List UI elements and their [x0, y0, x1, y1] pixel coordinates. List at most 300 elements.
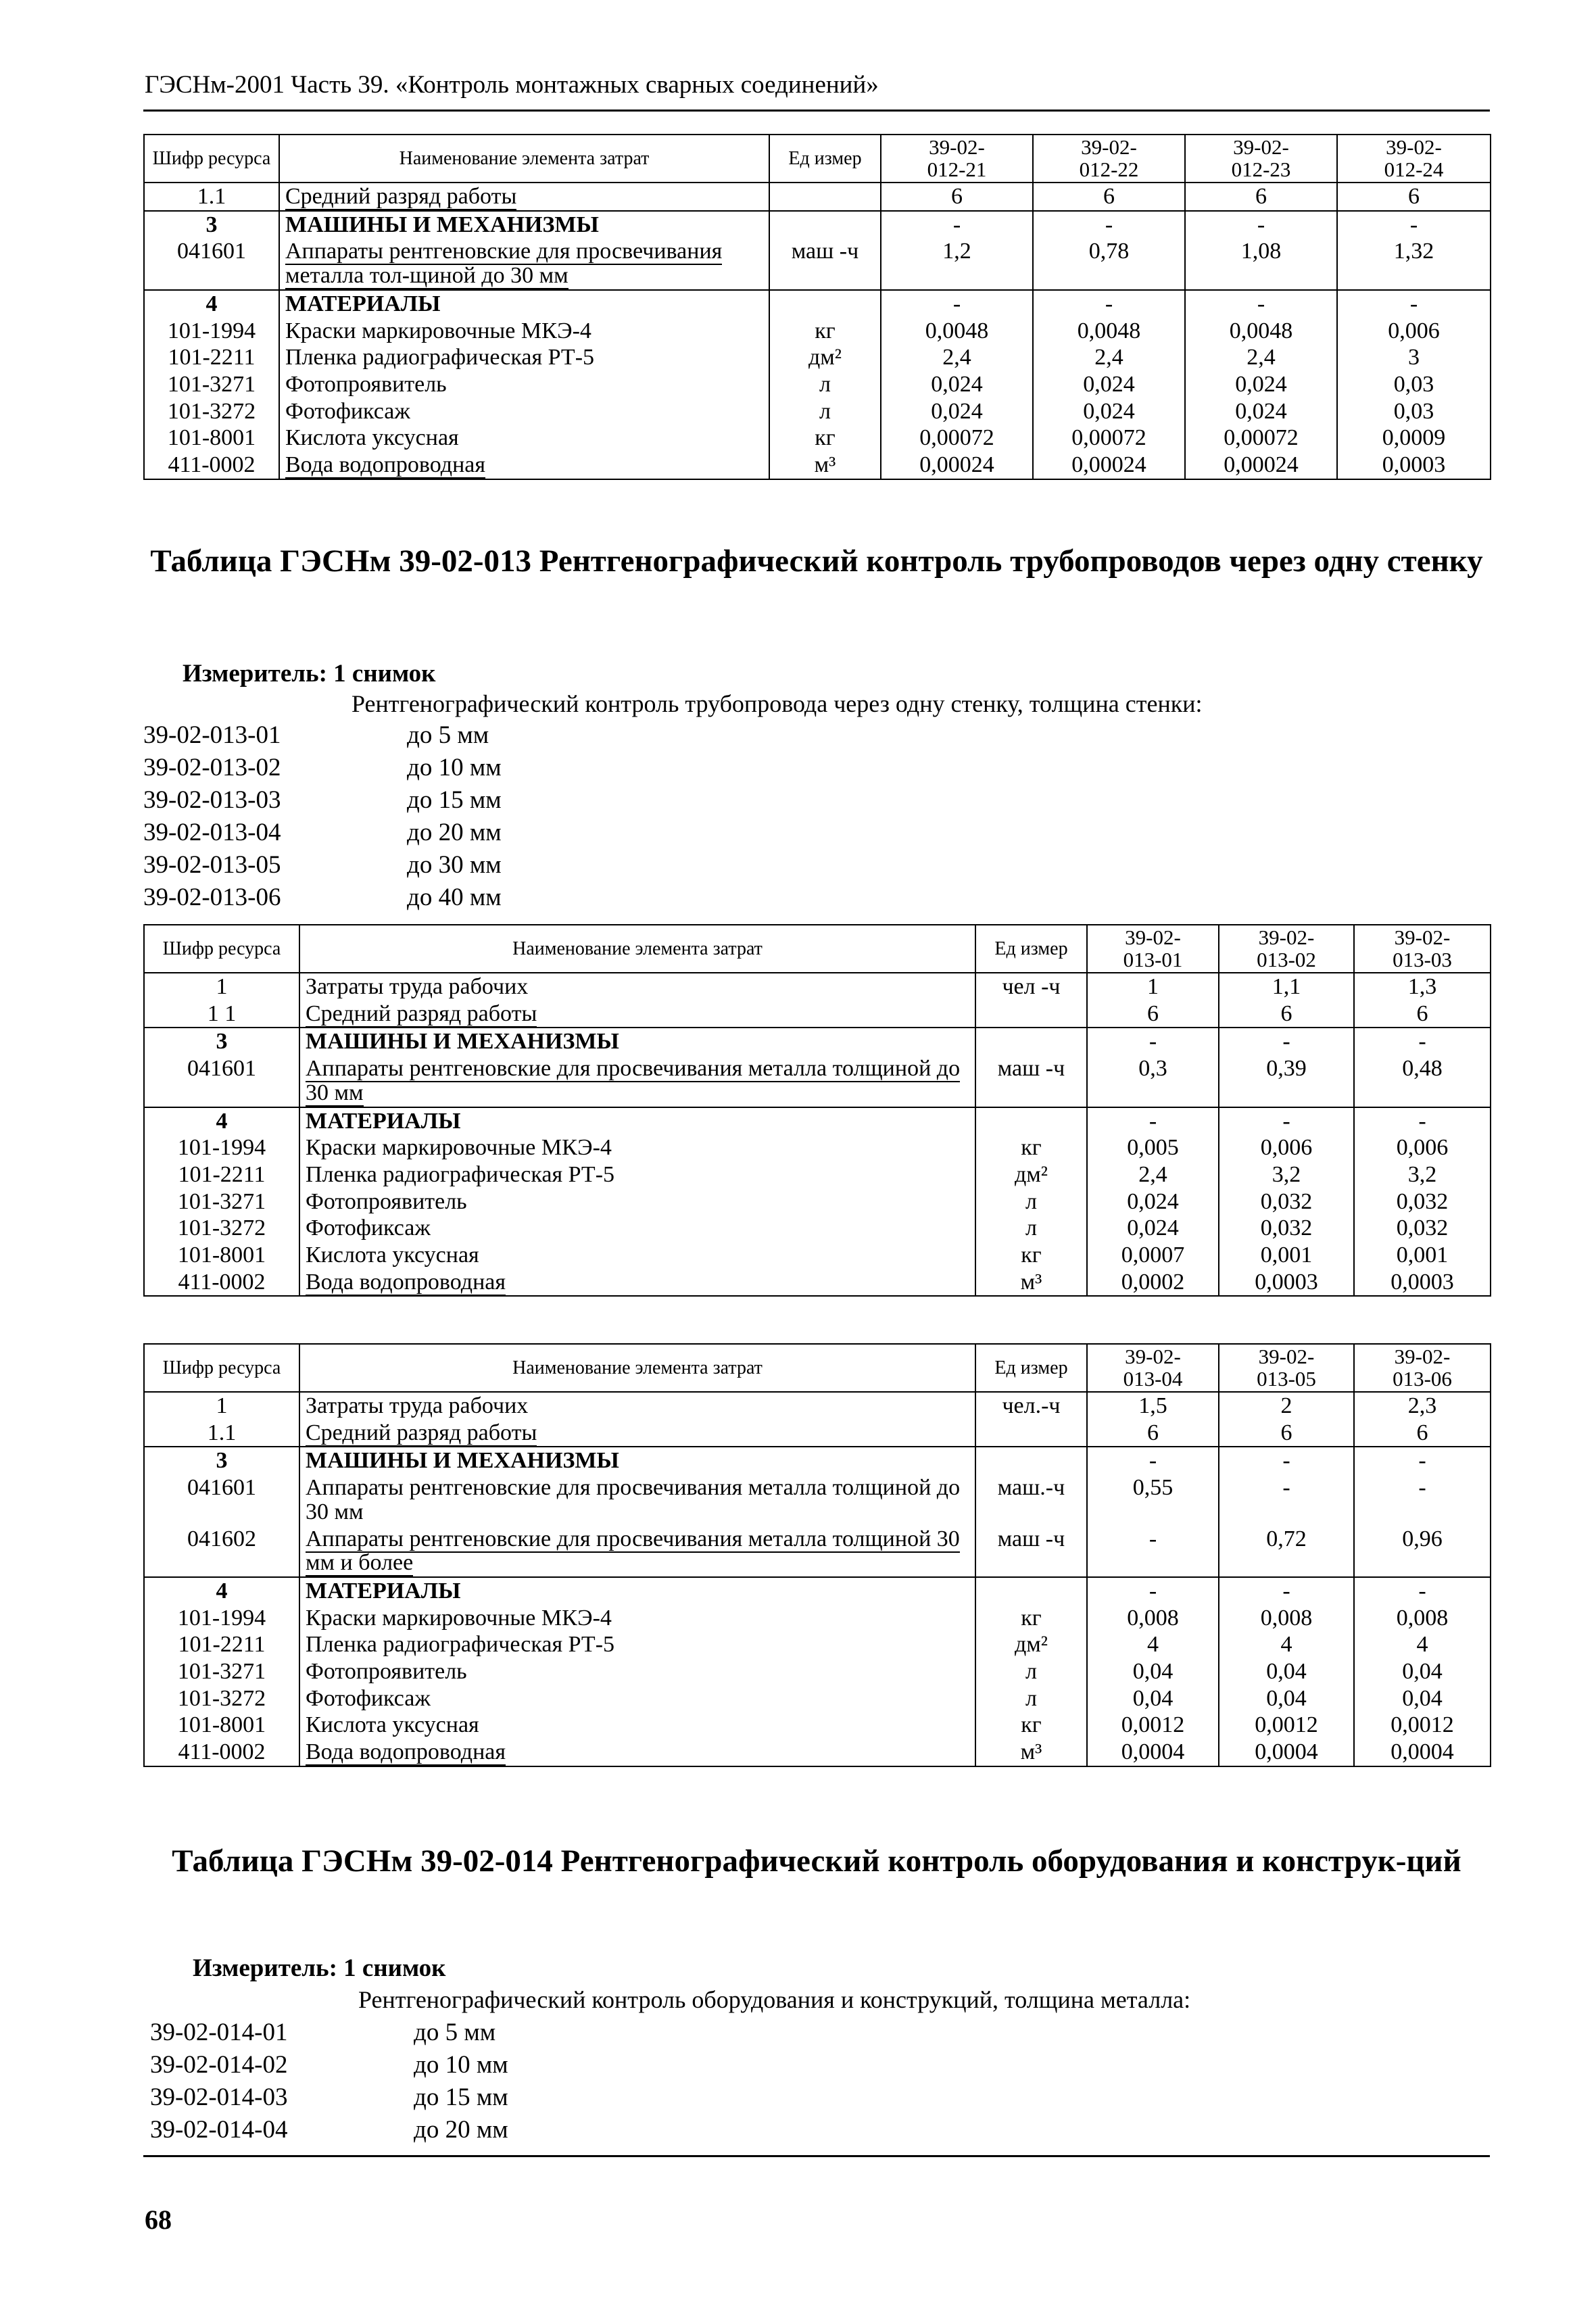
resource-unit: маш -ч — [975, 1055, 1087, 1107]
header-column: 39-02- 012-21 — [881, 135, 1033, 183]
resource-code: 101-1994 — [144, 1605, 299, 1632]
resource-code: 101-2211 — [144, 1161, 299, 1188]
resource-name — [299, 1215, 975, 1242]
resource-name — [279, 344, 769, 371]
resource-value: 0,006 — [1354, 1134, 1491, 1161]
resource-value: 6 — [1219, 1000, 1354, 1028]
code-list-item — [150, 2049, 508, 2081]
resource-value: 0,39 — [1219, 1055, 1354, 1107]
resource-code: 411-0002 — [144, 1739, 299, 1766]
resource-name-text: МАТЕРИАЛЫ — [306, 1578, 461, 1603]
resource-value: 2,4 — [1087, 1161, 1219, 1188]
resource-code: 1 1 — [144, 1000, 299, 1028]
resource-value: - — [1087, 1526, 1219, 1577]
resource-value: - — [1087, 1577, 1219, 1605]
table-row — [144, 344, 1491, 371]
bottom-rule — [143, 2155, 1490, 2157]
resource-name-text: Фотопроявитель — [306, 1188, 467, 1214]
resource-value: - — [1087, 1107, 1219, 1135]
header-column: 39-02- 013-01 — [1087, 925, 1219, 973]
table-row — [144, 1028, 1491, 1055]
resource-unit: кг — [975, 1242, 1087, 1269]
resource-name — [299, 1134, 975, 1161]
resource-name-text: Пленка радиографическая РТ-5 — [285, 345, 595, 370]
code-list-item — [143, 882, 502, 914]
resource-value: 1,5 — [1087, 1392, 1219, 1420]
header-column: 39-02- 013-02 — [1219, 925, 1354, 973]
resource-unit: м³ — [975, 1269, 1087, 1297]
resource-unit — [769, 290, 881, 318]
norm-code: 39-02-013-03 — [143, 786, 281, 814]
resource-value: 4 — [1087, 1631, 1219, 1658]
resource-value: 6 — [1033, 183, 1185, 211]
header-name: Наименование элемента затрат — [299, 925, 975, 973]
resource-value: 0,04 — [1087, 1658, 1219, 1685]
resource-name — [299, 1107, 975, 1135]
header-code: Шифр ресурса — [144, 135, 279, 183]
resource-name — [279, 371, 769, 398]
resource-value: 0,024 — [1185, 371, 1337, 398]
resource-name — [279, 290, 769, 318]
resource-unit: дм² — [975, 1631, 1087, 1658]
resource-value: 0,0048 — [1185, 318, 1337, 345]
resource-name — [299, 1028, 975, 1055]
table-row — [144, 211, 1491, 239]
resource-unit: кг — [769, 425, 881, 452]
resource-value: 6 — [1185, 183, 1337, 211]
norm-code: 39-02-013-05 — [143, 851, 281, 879]
resource-value: - — [1354, 1107, 1491, 1135]
resource-code: 041601 — [144, 1055, 299, 1107]
header-column: 39-02- 013-05 — [1219, 1344, 1354, 1392]
table-row — [144, 1474, 1491, 1525]
resource-value: - — [1337, 290, 1491, 318]
resource-name — [299, 1242, 975, 1269]
resource-name-text: Кислота уксусная — [306, 1242, 479, 1268]
resource-table-013-a — [143, 924, 1491, 1297]
resource-name — [299, 1055, 975, 1107]
code-list-item — [143, 752, 502, 784]
resource-unit: л — [769, 398, 881, 425]
resource-name — [299, 1658, 975, 1685]
resource-value: 1,3 — [1354, 973, 1491, 1000]
resource-name — [299, 1447, 975, 1474]
resource-unit: кг — [975, 1712, 1087, 1739]
measure-label: Измеритель: — [183, 660, 327, 687]
resource-value: 0,0003 — [1337, 452, 1491, 479]
table-row — [144, 1161, 1491, 1188]
resource-value: 0,024 — [881, 371, 1033, 398]
resource-value: 0,03 — [1337, 398, 1491, 425]
table-row — [144, 1055, 1491, 1107]
resource-unit: м³ — [975, 1739, 1087, 1766]
table-row — [144, 238, 1491, 289]
resource-name — [299, 1605, 975, 1632]
norm-code: 39-02-013-04 — [143, 819, 281, 846]
code-list-014 — [150, 2017, 508, 2146]
resource-code: 101-3271 — [144, 1188, 299, 1215]
resource-unit: чел -ч — [975, 973, 1087, 1000]
resource-value: - — [1033, 211, 1185, 239]
resource-unit: маш -ч — [769, 238, 881, 289]
table-title-014: Таблица ГЭСНм 39-02-014 Рентгенографический контроль оборудования и конструк-ций — [172, 1843, 1461, 1879]
resource-unit: л — [975, 1658, 1087, 1685]
resource-value: 0,0009 — [1337, 425, 1491, 452]
resource-unit — [975, 1577, 1087, 1605]
resource-name — [279, 183, 769, 211]
norm-thickness: до 15 мм — [414, 2083, 508, 2111]
norm-code: 39-02-014-04 — [150, 2116, 288, 2144]
table-row — [144, 290, 1491, 318]
resource-name — [299, 1712, 975, 1739]
norm-code: 39-02-014-02 — [150, 2051, 288, 2079]
resource-name — [299, 1474, 975, 1525]
resource-name-text: Аппараты рентгеновские для просвечивания металла толщиной до 30 мм — [306, 1475, 961, 1524]
resource-code: 4 — [144, 290, 279, 318]
norm-thickness: до 10 мм — [414, 2051, 508, 2079]
code-list-013 — [143, 719, 502, 914]
resource-value: 0,0004 — [1219, 1739, 1354, 1766]
resource-name-text: Фотофиксаж — [306, 1685, 431, 1711]
resource-code: 1 — [144, 973, 299, 1000]
resource-table-013-b — [143, 1343, 1491, 1767]
resource-name-text: Краски маркировочные МКЭ-4 — [306, 1605, 612, 1631]
norm-thickness: до 5 мм — [414, 2019, 496, 2046]
resource-value: - — [1185, 290, 1337, 318]
resource-value: 0,72 — [1219, 1526, 1354, 1577]
resource-code: 101-2211 — [144, 1631, 299, 1658]
resource-value: 0,0048 — [1033, 318, 1185, 345]
resource-value: 0,032 — [1219, 1188, 1354, 1215]
table-header-row — [144, 135, 1491, 183]
norm-code: 39-02-013-02 — [143, 754, 281, 781]
resource-name — [299, 1739, 975, 1766]
resource-name — [299, 1577, 975, 1605]
resource-name — [299, 1631, 975, 1658]
table-row — [144, 371, 1491, 398]
measure-014 — [193, 1954, 445, 1983]
resource-value: 0,00024 — [1185, 452, 1337, 479]
header-column: 39-02- 012-24 — [1337, 135, 1491, 183]
table-title-013: Таблица ГЭСНм 39-02-013 Рентгенографический контроль трубопроводов через одну стенку — [150, 544, 1483, 579]
resource-value: 6 — [1087, 1420, 1219, 1447]
norm-thickness: до 10 мм — [407, 754, 502, 781]
resource-code: 101-2211 — [144, 344, 279, 371]
header-name: Наименование элемента затрат — [299, 1344, 975, 1392]
resource-value: - — [1185, 211, 1337, 239]
resource-unit: л — [975, 1188, 1087, 1215]
code-list-item — [143, 784, 502, 817]
caption-013: Рентгенографический контроль трубопровода через одну стенку, толщина стенки: — [352, 690, 1203, 717]
table-row — [144, 1000, 1491, 1028]
resource-unit — [769, 183, 881, 211]
norm-code: 39-02-014-03 — [150, 2083, 288, 2111]
resource-value: 1,08 — [1185, 238, 1337, 289]
resource-name — [279, 425, 769, 452]
resource-value: - — [1087, 1447, 1219, 1474]
resource-value: 2 — [1219, 1392, 1354, 1420]
resource-code: 101-8001 — [144, 1242, 299, 1269]
norm-thickness: до 40 мм — [407, 884, 502, 911]
table-row — [144, 1215, 1491, 1242]
table-row — [144, 1631, 1491, 1658]
norm-code: 39-02-013-06 — [143, 884, 281, 911]
resource-name-text: Аппараты рентгеновские для просвечивания металла толщиной 30 мм и более — [306, 1526, 960, 1576]
resource-value: - — [1087, 1028, 1219, 1055]
table-row — [144, 1577, 1491, 1605]
resource-value: - — [1354, 1447, 1491, 1474]
resource-name-text: Средний разряд работы — [285, 184, 517, 210]
header-column: 39-02- 013-04 — [1087, 1344, 1219, 1392]
resource-name — [279, 318, 769, 345]
resource-value: 0,0048 — [881, 318, 1033, 345]
resource-value: 0,04 — [1219, 1685, 1354, 1712]
resource-unit — [769, 211, 881, 239]
resource-value: 0,024 — [1033, 398, 1185, 425]
measure-label: Измеритель: — [193, 1954, 337, 1982]
resource-value: 6 — [1337, 183, 1491, 211]
table-row — [144, 425, 1491, 452]
resource-unit: л — [975, 1685, 1087, 1712]
resource-name — [299, 1392, 975, 1420]
resource-name-text: Фотопроявитель — [306, 1658, 467, 1684]
resource-unit: дм² — [769, 344, 881, 371]
resource-name-text: Фотофиксаж — [285, 398, 410, 424]
resource-table-012 — [143, 134, 1491, 480]
resource-code: 101-1994 — [144, 1134, 299, 1161]
resource-value: 0,024 — [1033, 371, 1185, 398]
resource-value: 0,0004 — [1087, 1739, 1219, 1766]
resource-code: 101-3272 — [144, 1685, 299, 1712]
resource-name-text: Кислота уксусная — [285, 425, 459, 451]
table-row — [144, 1134, 1491, 1161]
resource-code: 101-3271 — [144, 371, 279, 398]
resource-code: 1.1 — [144, 1420, 299, 1447]
resource-value: - — [1219, 1474, 1354, 1525]
resource-value: 6 — [881, 183, 1033, 211]
resource-name — [279, 238, 769, 289]
table-row — [144, 183, 1491, 211]
resource-unit: маш -ч — [975, 1526, 1087, 1577]
page-number: 68 — [145, 2204, 172, 2235]
resource-value: 0,001 — [1219, 1242, 1354, 1269]
resource-name — [299, 1269, 975, 1297]
table-row — [144, 1605, 1491, 1632]
norm-thickness: до 15 мм — [407, 786, 502, 814]
code-list-item — [143, 849, 502, 882]
resource-name-text: Краски маркировочные МКЭ-4 — [306, 1135, 612, 1161]
table-header-row — [144, 1344, 1491, 1392]
resource-value: - — [1219, 1577, 1354, 1605]
resource-value: 6 — [1087, 1000, 1219, 1028]
resource-value: 0,006 — [1219, 1134, 1354, 1161]
table-row — [144, 1658, 1491, 1685]
resource-name — [299, 1188, 975, 1215]
resource-value: 0,04 — [1354, 1658, 1491, 1685]
resource-name-text: Вода водопроводная — [285, 452, 485, 477]
table-row — [144, 398, 1491, 425]
header-column: 39-02- 012-23 — [1185, 135, 1337, 183]
measure-value: 1 снимок — [343, 1954, 446, 1982]
resource-name-text: Краски маркировочные МКЭ-4 — [285, 318, 591, 343]
resource-value: 0,0004 — [1354, 1739, 1491, 1766]
resource-value: 3,2 — [1354, 1161, 1491, 1188]
table-row — [144, 1188, 1491, 1215]
header-unit: Ед измер — [975, 925, 1087, 973]
header-column: 39-02- 012-22 — [1033, 135, 1185, 183]
resource-name-text: Аппараты рентгеновские для просвечивания металла тол-щиной до 30 мм — [285, 239, 723, 289]
resource-code: 101-3272 — [144, 398, 279, 425]
table-row — [144, 1739, 1491, 1766]
table-row — [144, 973, 1491, 1000]
resource-value: 0,001 — [1354, 1242, 1491, 1269]
table-row — [144, 318, 1491, 345]
resource-code: 101-1994 — [144, 318, 279, 345]
resource-value: - — [1219, 1447, 1354, 1474]
resource-code: 4 — [144, 1107, 299, 1135]
header-code: Шифр ресурса — [144, 1344, 299, 1392]
resource-name-text: Затраты труда рабочих — [306, 1393, 529, 1419]
resource-name-text: Средний разряд работы — [306, 1000, 537, 1026]
resource-value: 0,55 — [1087, 1474, 1219, 1525]
header-unit: Ед измер — [975, 1344, 1087, 1392]
norm-thickness: до 5 мм — [407, 721, 489, 749]
resource-value: 0,00072 — [881, 425, 1033, 452]
code-list-item — [143, 719, 502, 752]
resource-value: 4 — [1354, 1631, 1491, 1658]
resource-value: 4 — [1219, 1631, 1354, 1658]
resource-name-text: МАТЕРИАЛЫ — [285, 291, 441, 316]
header-column: 39-02- 013-06 — [1354, 1344, 1491, 1392]
resource-unit: чел.-ч — [975, 1392, 1087, 1420]
resource-value: 0,03 — [1337, 371, 1491, 398]
code-list-item — [150, 2114, 508, 2146]
resource-name-text: МАШИНЫ И МЕХАНИЗМЫ — [306, 1029, 619, 1055]
resource-unit — [975, 1028, 1087, 1055]
measure-013 — [183, 659, 435, 688]
table-row — [144, 1420, 1491, 1447]
resource-value: 1,1 — [1219, 973, 1354, 1000]
table-row — [144, 1447, 1491, 1474]
resource-code: 1.1 — [144, 183, 279, 211]
resource-value: 0,024 — [1087, 1215, 1219, 1242]
resource-value: 0,008 — [1219, 1605, 1354, 1632]
measure-value: 1 снимок — [333, 660, 436, 687]
resource-value: 0,024 — [881, 398, 1033, 425]
table-row — [144, 1526, 1491, 1577]
resource-code: 3 — [144, 1028, 299, 1055]
table-row — [144, 1392, 1491, 1420]
header-column: 39-02- 013-03 — [1354, 925, 1491, 973]
header-rule — [143, 110, 1490, 112]
resource-code: 101-8001 — [144, 425, 279, 452]
resource-name-text: Кислота уксусная — [306, 1712, 479, 1738]
resource-value: 0,032 — [1354, 1188, 1491, 1215]
resource-unit — [975, 1420, 1087, 1447]
header-unit: Ед измер — [769, 135, 881, 183]
resource-value: 2,3 — [1354, 1392, 1491, 1420]
resource-value: 1 — [1087, 973, 1219, 1000]
resource-value: 0,00072 — [1185, 425, 1337, 452]
resource-value: 1,32 — [1337, 238, 1491, 289]
resource-value: 6 — [1354, 1000, 1491, 1028]
code-list-item — [150, 2017, 508, 2049]
resource-name-text: МАТЕРИАЛЫ — [306, 1108, 461, 1134]
resource-name-text: Аппараты рентгеновские для просвечивания металла толщиной до 30 мм — [306, 1056, 961, 1105]
resource-code: 4 — [144, 1577, 299, 1605]
resource-value: 3 — [1337, 344, 1491, 371]
resource-name — [299, 1161, 975, 1188]
resource-name — [299, 973, 975, 1000]
resource-unit — [975, 1107, 1087, 1135]
resource-name-text: МАШИНЫ И МЕХАНИЗМЫ — [285, 212, 599, 237]
table-row — [144, 1685, 1491, 1712]
resource-value: - — [1354, 1474, 1491, 1525]
resource-value: 0,0012 — [1354, 1712, 1491, 1739]
resource-value: 0,0003 — [1354, 1269, 1491, 1297]
code-list-item — [143, 817, 502, 849]
code-list-item — [150, 2081, 508, 2114]
resource-value: - — [1354, 1577, 1491, 1605]
table-row — [144, 452, 1491, 479]
resource-value: 0,00072 — [1033, 425, 1185, 452]
resource-value: - — [881, 211, 1033, 239]
table-header-row — [144, 925, 1491, 973]
resource-name-text: Вода водопроводная — [306, 1269, 506, 1295]
resource-unit — [975, 1000, 1087, 1028]
resource-code: 101-8001 — [144, 1712, 299, 1739]
resource-value: 0,96 — [1354, 1526, 1491, 1577]
resource-value: 0,0012 — [1087, 1712, 1219, 1739]
resource-name-text: Пленка радиографическая РТ-5 — [306, 1161, 615, 1187]
resource-name — [279, 211, 769, 239]
norm-code: 39-02-013-01 — [143, 721, 281, 749]
resource-value: 2,4 — [881, 344, 1033, 371]
resource-value: - — [1337, 211, 1491, 239]
resource-code: 041602 — [144, 1526, 299, 1577]
resource-value: 0,00024 — [1033, 452, 1185, 479]
resource-value: 0,006 — [1337, 318, 1491, 345]
table-row — [144, 1269, 1491, 1297]
resource-unit: л — [769, 371, 881, 398]
resource-name — [299, 1526, 975, 1577]
table-row — [144, 1107, 1491, 1135]
resource-value: 1,2 — [881, 238, 1033, 289]
resource-value: 0,032 — [1219, 1215, 1354, 1242]
norm-thickness: до 30 мм — [407, 851, 502, 879]
norm-thickness: до 20 мм — [414, 2116, 508, 2144]
resource-unit: дм² — [975, 1161, 1087, 1188]
header-code: Шифр ресурса — [144, 925, 299, 973]
resource-value: 6 — [1354, 1420, 1491, 1447]
resource-name — [279, 452, 769, 479]
resource-code: 101-3272 — [144, 1215, 299, 1242]
resource-value: 0,0007 — [1087, 1242, 1219, 1269]
resource-value: 0,04 — [1354, 1685, 1491, 1712]
table-row — [144, 1712, 1491, 1739]
caption-014: Рентгенографический контроль оборудования и конструкций, толщина металла: — [358, 1986, 1191, 2013]
resource-code: 101-3271 — [144, 1658, 299, 1685]
resource-name — [299, 1000, 975, 1028]
resource-name-text: Пленка радиографическая РТ-5 — [306, 1632, 615, 1658]
resource-value: - — [1219, 1028, 1354, 1055]
resource-value: 0,005 — [1087, 1134, 1219, 1161]
resource-value: 0,0003 — [1219, 1269, 1354, 1297]
resource-name-text: Вода водопроводная — [306, 1739, 506, 1765]
resource-value: 0,3 — [1087, 1055, 1219, 1107]
resource-value: - — [1219, 1107, 1354, 1135]
resource-name-text: Затраты труда рабочих — [306, 974, 529, 1000]
